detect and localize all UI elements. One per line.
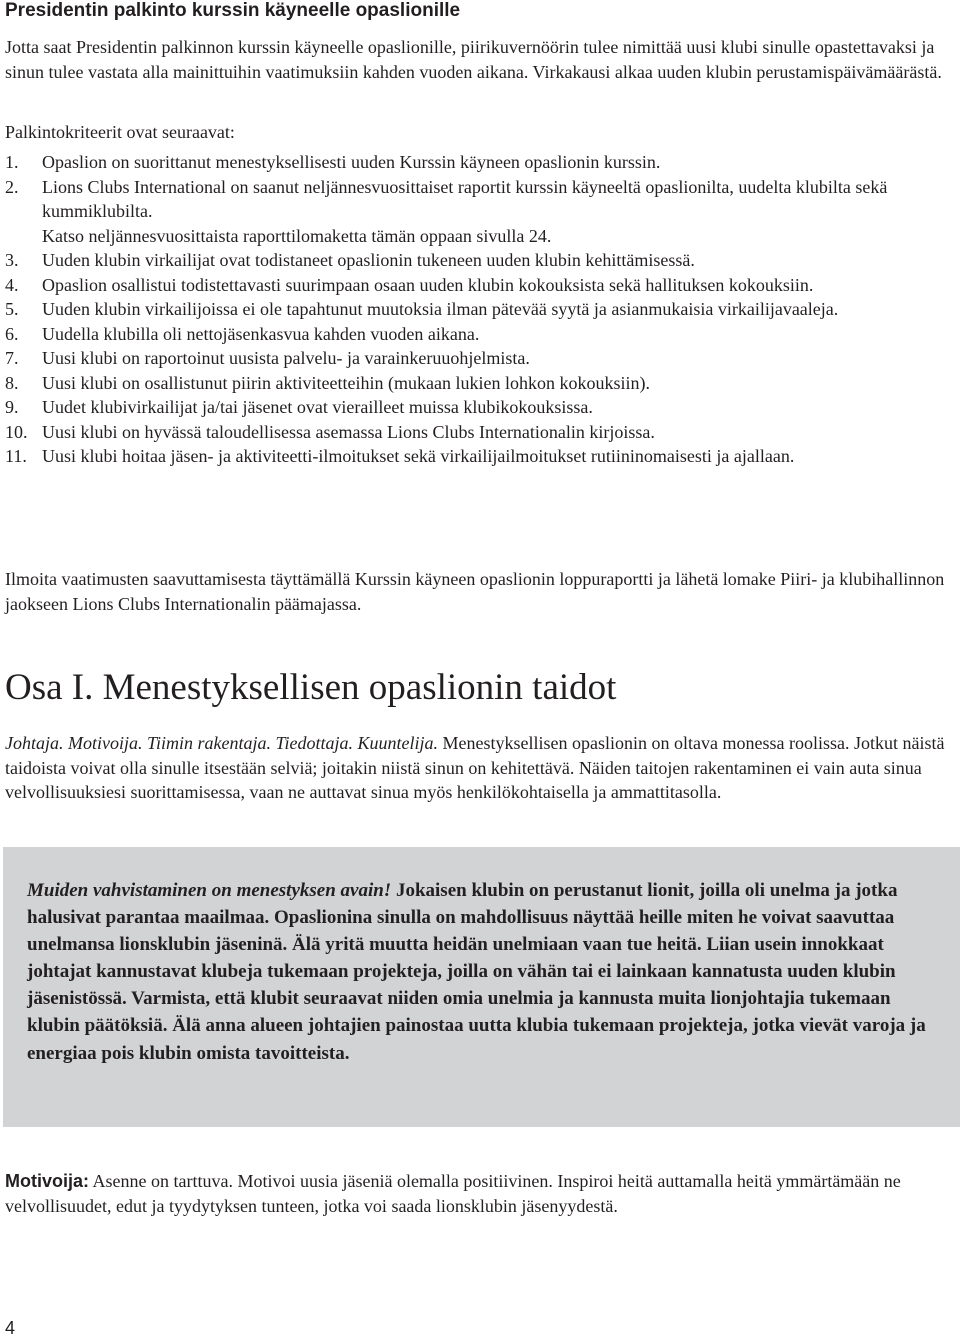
item-text: Lions Clubs International on saanut neljännesvuosittaiset raportit kurssin käyneeltä opaslionilta, uudelta klubilta sekä kummiklubilta. (42, 176, 888, 221)
item-text: Uusi klubi on osallistunut piirin aktiviteetteihin (mukaan lukien lohkon kokouksiin). (42, 372, 650, 393)
page-number: 4 (5, 1318, 16, 1338)
item-number: 9. (5, 397, 19, 417)
callout-text: Jokaisen klubin on perustanut lionit, joilla oli unelma ja jotka halusivat parantaa maailmaa. Opaslionina sinulla on mahdollisuus näyttää heille miten he voivat saavuttaa unelmansa lionsklubin jäseninä. Älä yritä muutta heidän unelmiaan vaan tue heitä. Liian usein innokkaat johtajat kannustavat klubeja tukemaan projekteja, joilla on vähän tai ei lainkaan kannatusta uuden klubin jäsenistössä. Varmista, että klubit seuraavat niiden omia unelmia ja kannusta muita lionjohtajia tukemaan klubin päätöksiä. Älä anna alueen johtajien painostaa uutta klubia tukemaan projekteja, jotka vievät varoja ja energiaa pois klubin omista tavoitteista. (27, 880, 926, 1064)
list-item (5, 420, 955, 445)
roles-text: Menestyksellisen opaslionin on oltava monessa roolissa. Jotkut näistä taidoista voivat olla sinulle itsestään selviä; joitakin niistä sinun on kehitettävä. Näiden taitojen rakentaminen ei vain auta sinua velvollisuuksiesi suorittamisessa, vaan ne auttavat sinua myös henkilökohtaisella ja ammattitasolla. (5, 733, 945, 802)
item-text: Uuden klubin virkailijoissa ei ole tapahtunut muutoksia ilman pätevää syytä ja asianmukaisia virkailijavaaleja. (42, 299, 839, 319)
item-number: 7. (5, 348, 19, 368)
list-item (5, 346, 955, 371)
list-item (5, 322, 955, 347)
item-text: Uusi klubi on hyvässä taloudellisessa asemassa Lions Clubs Internationalin kirjoissa. (42, 421, 655, 442)
list-item (5, 444, 955, 469)
list-item (5, 371, 955, 396)
list-item (5, 175, 955, 249)
list-item (5, 395, 955, 420)
section-heading: Presidentin palkinto kurssin käyneelle opaslionille (5, 0, 461, 21)
item-number: 6. (5, 323, 19, 344)
item-number: 4. (5, 274, 19, 295)
intro-paragraph: Jotta saat Presidentin palkinnon kurssin käyneelle opaslionille, piirikuvernöörin tulee nimittää uusi klubi sinulle opastettavaksi ja sinun tulee vastata alla mainittuihin vaatimuksiin kahden vuoden aikana. Virkakausi alkaa uuden klubin perustamispäivämäärästä. (5, 37, 942, 82)
item-number: 2. (5, 176, 19, 197)
roles-paragraph (5, 731, 955, 805)
item-number: 11. (5, 446, 27, 466)
list-item (5, 273, 955, 298)
item-number: 8. (5, 372, 19, 393)
list-item (5, 297, 955, 322)
item-text: Uudet klubivirkailijat ja/tai jäsenet ovat vierailleet muissa klubikokouksissa. (42, 397, 593, 417)
item-text: Uusi klubi on raportoinut uusista palvelu- ja varainkeruuohjelmista. (42, 348, 530, 368)
part-title: Osa I. Menestyksellisen opaslionin taidot (5, 667, 617, 708)
item-text: Opaslion on suorittanut menestyksellisesti uuden Kurssin käyneen opaslionin kurssin. (42, 152, 661, 172)
callout-lead: Muiden vahvistaminen on menestyksen avain! (27, 880, 392, 901)
roles-lead: Johtaja. Motivoija. Tiimin rakentaja. Tiedottaja. Kuuntelija. (5, 733, 438, 753)
callout-paragraph (27, 877, 942, 1067)
list-item (5, 248, 955, 273)
item-number: 5. (5, 299, 19, 319)
item-text: Uusi klubi hoitaa jäsen- ja aktiviteetti-ilmoitukset sekä virkailijailmoitukset rutiininomaisesti ja ajallaan. (42, 446, 795, 466)
item-extra-note: Katso neljännesvuosittaista raporttilomaketta tämän oppaan sivulla 24. (42, 225, 552, 246)
item-text: Uuden klubin virkailijat ovat todistaneet opaslionin tukeneen uuden klubin kehittämisessä. (42, 250, 695, 270)
item-text: Uudella klubilla oli nettojäsenkasvua kahden vuoden aikana. (42, 323, 480, 344)
item-number: 1. (5, 152, 19, 172)
item-number: 10. (5, 421, 28, 442)
criteria-label: Palkintokriteerit ovat seuraavat: (5, 122, 235, 142)
item-number: 3. (5, 250, 19, 270)
motivator-label: Motivoija: (5, 1171, 89, 1191)
motivator-text: Asenne on tarttuva. Motivoi uusia jäseniä olemalla positiivinen. Inspiroi heitä auttamalla heitä ymmärtämään ne velvollisuudet, edut ja tyydytyksen tunteen, jotka voi saada lionsklubin jäsenyydestä. (5, 1171, 901, 1216)
list-item (5, 150, 955, 175)
callout-box (3, 847, 960, 1127)
report-instructions: Ilmoita vaatimusten saavuttamisesta täyttämällä Kurssin käyneen opaslionin loppuraportti ja lähetä lomake Piiri- ja klubihallinnon jaokseen Lions Clubs Internationalin päämajassa. (5, 569, 945, 614)
criteria-list (5, 150, 955, 469)
item-text: Opaslion osallistui todistettavasti suurimpaan osaan uuden klubin kokouksista sekä hallituksen kokouksiin. (42, 274, 814, 295)
motivator-paragraph (5, 1169, 955, 1218)
